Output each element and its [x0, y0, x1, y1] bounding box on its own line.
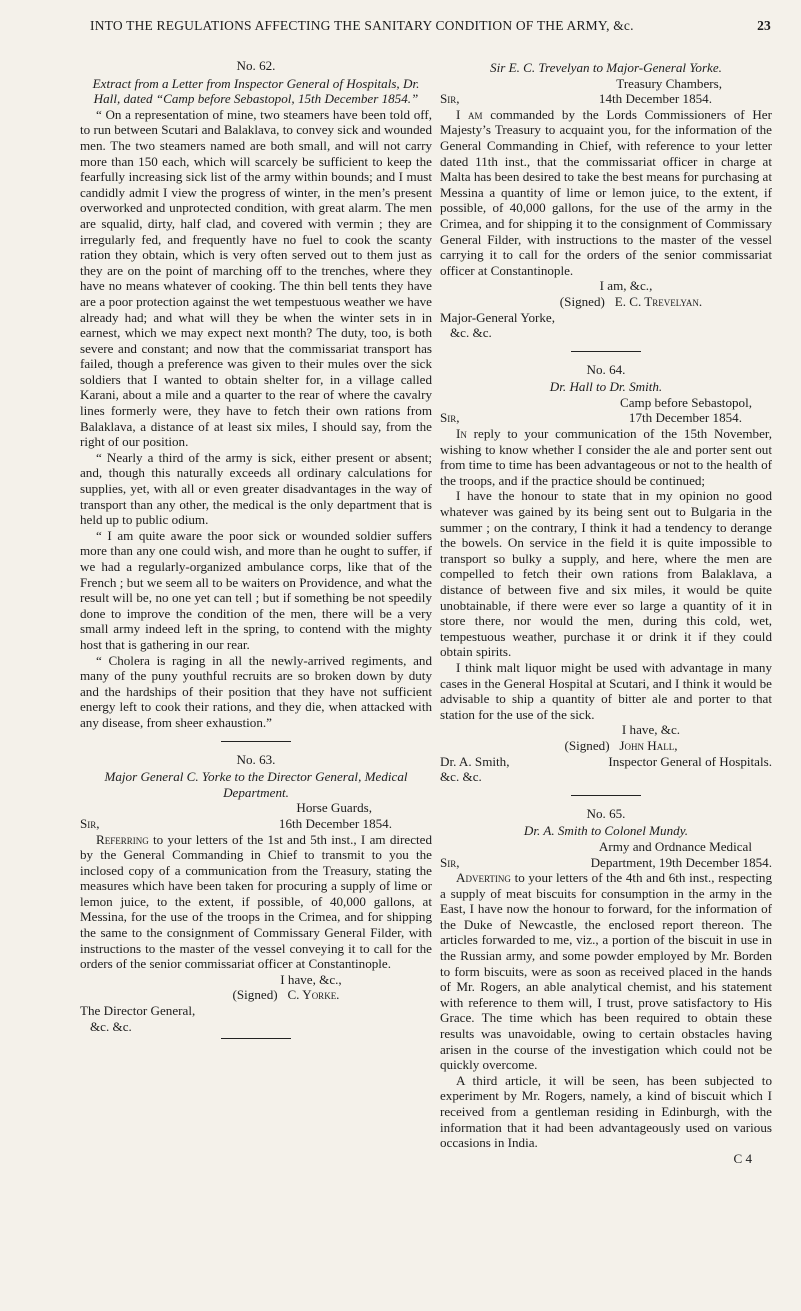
document-62 [80, 58, 432, 731]
lead-word: I am [456, 106, 483, 122]
doc-title: Sir E. C. Trevelyan to Major-General Yorke. [490, 60, 722, 75]
signature-line [440, 294, 772, 310]
doc-number: No. 64. [586, 361, 626, 377]
paragraph: I think malt liquor might be used with advantage in many cases in the General Hospital at Scutari, and I think it would be advisable to ship a quantity of bitter ale and porter to that station for the use of the sick. [440, 659, 772, 722]
salutation: Sir, [440, 410, 460, 426]
lead-word: Adverting [456, 870, 511, 886]
closing: I have, &c. [621, 722, 681, 738]
divider [571, 795, 641, 796]
date-line [440, 410, 772, 426]
signer: C. Yorke. [287, 987, 340, 1003]
paragraph: I have the honour to state that in my opinion no good whatever was gained by its being sent out to Bulgaria in the summer ; on the contrary, I think it had a tendency to derange the bowels. On service in the field it is quite impossible to transport so bulky a supply, and here, where the men are compelled to fetch their own rations from Balaklava, a distance of between five and six miles, it would be quite unobtainable, if there were ever so large a quantity of it in store there, nor would the men, during this cold, wet, tempestuous weather, purchase it or drink it if they could obtain spirits. [440, 488, 772, 660]
divider [571, 351, 641, 352]
signer: John Hall, [619, 737, 678, 753]
paragraph: A third article, it will be seen, has been subjected to experiment by Mr. Rogers, namely, a kind of biscuit which I received from a gentleman residing in Edinburgh, with the information that it had been advantageously used on various occasions in India. [440, 1072, 772, 1151]
doc-number: No. 63. [236, 751, 276, 767]
place-line: Camp before Sebastopol, [620, 394, 752, 410]
paragraph: “ Cholera is raging in all the newly-arrived regiments, and many of the puny youthful recruits are so broken down by duty and the hardships of their position that they have not sufficient energy left to cook their rations, and they die, when attacked with any disease, from sheer exhaustion.” [80, 652, 432, 730]
salutation: Sir, [440, 91, 460, 107]
divider [221, 1038, 291, 1039]
place-line: Horse Guards, [296, 800, 372, 816]
running-title: INTO THE REGULATIONS AFFECTING THE SANITARY CONDITION OF THE ARMY, &c. [90, 18, 634, 33]
signer-title: Inspector General of Hospitals. [608, 753, 772, 769]
date-line [80, 816, 432, 832]
document-trevelyan [440, 60, 772, 341]
place-line: Army and Ordnance Medical [598, 838, 752, 854]
signed-label: (Signed) [559, 293, 605, 309]
paragraph: to your letters of the 1st and 5th inst., I am directed by the General Commanding in Chief to transmit to you the inclosed copy of a communication from the Treasury, stating the measures which have been taken for procuring a supply of lime or lemon juice, to the extent, if possible, of 40,000 gallons, at Messina, for the use of the troops in the Crimea, and for shipping the same to the consignment of Commissary General Filder, with instructions to the master of the vessel conveying it to call for the orders of the senior commissariat officer at Constantinople. [80, 831, 432, 972]
salutation: Sir, [440, 854, 460, 870]
signature-line [440, 738, 772, 754]
page-header [90, 18, 771, 36]
catchword: C 4 [733, 1150, 752, 1166]
page-number: 23 [757, 18, 771, 33]
addressee-row [440, 754, 772, 770]
left-column [80, 58, 432, 1049]
addressee-etc: &c. &c. [440, 769, 482, 785]
signed-label: (Signed) [564, 737, 610, 753]
date-line [440, 855, 772, 871]
paragraph: “ On a representation of mine, two steamers have been told off, to run between Scutari and Balaklava, to convey sick and wounded men. The two steamers named are both small, and will not carry more than 150 each, which will scarcely be sufficient to keep the fearfully increasing sick list of the army within bounds; and I must candidly admit I view the progress of winter, in the men’s present overworked and unprotected condition, with great alarm. The men are squalid, dirty, half clad, and covered with vermin ; they are irregularly fed, and frequently have no fuel to cook the scanty ration they obtain, which is very often served out to them just as they are on the point of marching off to the trenches, where they have no means whatever of cooking. The thin bell tents they have are a poor protection against the wet tempestuous weather we have already had; and what will they be when the winter sets in in earnest, which we may expect next month? The duty, too, is both severe and constant; and now that the commissariat transport has failed, though a preference was given to their mules over the sick soldiers that I wanted to obtain shelter for, in a village called Karani, about a mile and a quarter to the rear of where the cavalry lines formerly were, they have to fetch their own rations from Balaklava, a distance of at least six miles, I should say, from the right of our position. [80, 106, 432, 450]
lead-word: Referring [96, 831, 149, 847]
salutation: Sir, [80, 815, 100, 831]
addressee: Major-General Yorke, [440, 309, 556, 325]
doc-title: Dr. A. Smith to Colonel Mundy. [523, 823, 689, 839]
paragraph: “ I am quite aware the poor sick or wounded soldier suffers more than any one could wish, and more than he ought to suffer, if we had a regularly-organized ambulance corps, like that of the French ; but we seem all to be waiters on Providence, and what the result will be, no one yet can tell ; but if something be not speedily done to improve the condition of the men, there will be a very small army indeed left in the spring, to contend with the mighty host that is gathering in our rear. [80, 527, 432, 652]
document-64 [440, 362, 772, 785]
addressee-etc: &c. &c. [450, 325, 492, 341]
divider [221, 741, 291, 742]
signed-label: (Signed) [232, 987, 278, 1003]
date-line [440, 91, 772, 107]
signature-line [80, 987, 432, 1003]
addressee: Dr. A. Smith, [440, 753, 510, 769]
letter-date: 16th December 1854. [278, 815, 392, 831]
doc-title: Extract from a Letter from Inspector General of Hospitals, Dr. Hall, dated “Camp before Sebastopol, 15th December 1854.” [92, 75, 420, 107]
letter-date: 14th December 1854. [598, 91, 712, 107]
closing: I am, &c., [599, 278, 653, 294]
paragraph: commanded by the Lords Commissioners of Her Majesty’s Treasury to acquaint you, for the information of the General Commanding in Chief, with reference to your letter dated 11th inst., that the commissariat officer in charge at Malta has been desired to take the best means for purchasing at Messina a quantity of lime or lemon juice, to the extent, if possible, of 40,000 gallons, for the use of the army in the Crimea, and for shipping it to the consignment of Commissary General Filder, with instructions to the master of the vessel carrying it to call for the orders of the senior commissariat officer at Constantinople. [440, 106, 772, 278]
doc-title: Major General C. Yorke to the Director General, Medical Department. [104, 769, 408, 800]
lead-word: In [456, 426, 467, 442]
addressee: The Director General, [80, 1003, 196, 1019]
paragraph: reply to your communication of the 15th November, wishing to know whether I consider the ale and porter sent out from time to time has been advantageous or not to the health of the troops, and if the practice should be continued; [440, 426, 772, 488]
paragraph: to your letters of the 4th and 6th inst., respecting a supply of meat biscuits for consumption in the army in the East, I have now the honour to forward, for the information of the Duke of Newcastle, the enclosed report thereon. The articles forwarded to me, viz., a portion of the biscuit in use in the Russian army, and some powder employed by Mr. Borden to form biscuits, were as soon as received placed in the hands of Mr. Rogers, an able analytical chemist, and his statement with reference to them will, I trust, prove satisfactory to His Grace. The time which has been required to obtain these results was unavoidable, owing to certain obstacles having arisen in the course of the investigation which could not be quickly overcome. [440, 870, 772, 1073]
document-65 [440, 806, 772, 1167]
doc-number: No. 65. [586, 805, 626, 821]
paragraph: “ Nearly a third of the army is sick, either present or absent; and, though this naturally exceeds all ordinary calculations for supplies, yet, with all or even greater disadvantages in the way of transport than any other, the medical is the only department that is held up to public odium. [80, 449, 432, 528]
doc-number: No. 62. [236, 58, 276, 73]
document-63 [80, 752, 432, 1040]
place-line: Treasury Chambers, [616, 75, 722, 91]
signer: E. C. Trevelyan. [614, 293, 703, 309]
letter-date: 17th December 1854. [628, 410, 742, 426]
closing: I have, &c., [280, 971, 342, 987]
doc-title: Dr. Hall to Dr. Smith. [549, 379, 663, 395]
right-column [440, 58, 772, 1166]
letter-date: Department, 19th December 1854. [590, 854, 772, 870]
addressee-etc: &c. &c. [90, 1018, 132, 1034]
